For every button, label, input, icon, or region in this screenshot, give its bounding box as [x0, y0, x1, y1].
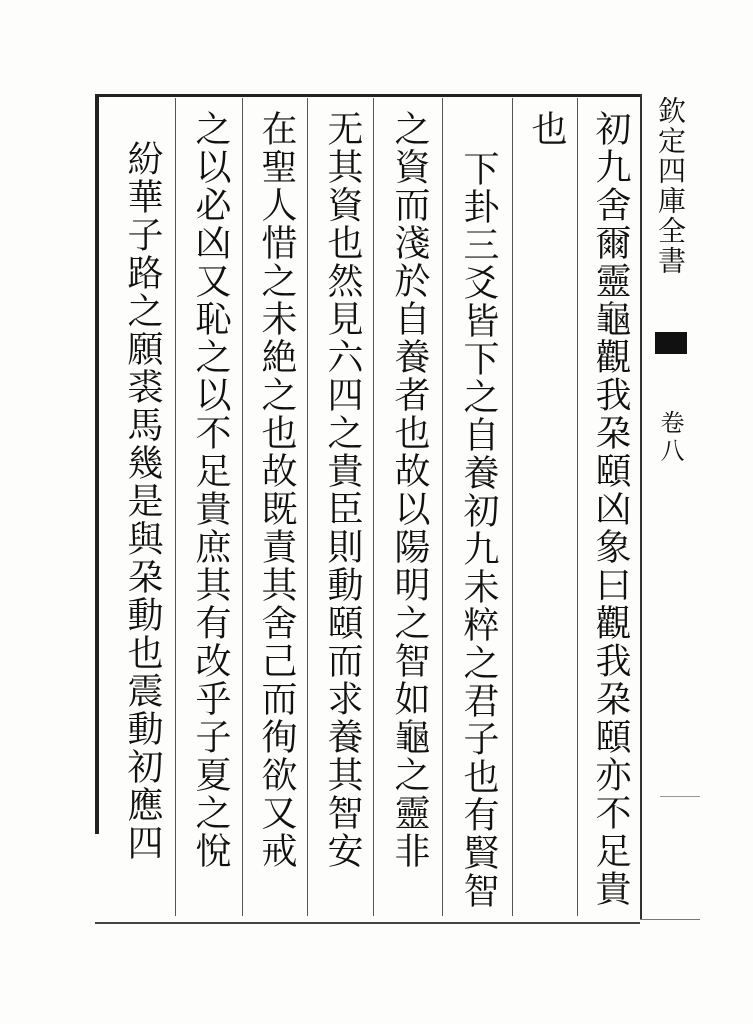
margin-rule — [660, 796, 700, 797]
margin-book-title: 欽定四庫全書 — [654, 96, 687, 276]
margin-volume-label: 卷八 — [656, 410, 684, 466]
frame-right-border — [640, 94, 642, 919]
text-column-5: 无其資也然見六四之貴臣則動頤而求養其智安 — [322, 110, 363, 870]
text-column-1: 初九舍爾靈龜觀我朶頤凶象曰觀我朶頤亦不足貴 — [590, 110, 631, 908]
margin-bottom-rule — [640, 919, 700, 920]
column-rule — [307, 98, 308, 916]
column-rule — [373, 98, 374, 916]
column-rule — [442, 98, 443, 916]
text-column-2: 也 — [526, 110, 567, 148]
text-column-8: 紛華子路之願裘馬幾是與朶動也震動初應四 — [122, 140, 163, 862]
margin-fishtail-mark — [655, 332, 687, 354]
frame-left-border — [95, 94, 99, 834]
text-column-7: 之以必凶又恥之以不足貴庶其有改乎子夏之悅 — [190, 110, 231, 870]
text-column-6: 在聖人惜之未絶之也故既責其舍己而徇欲又戒 — [256, 110, 297, 870]
column-rule — [577, 98, 578, 916]
column-rule — [512, 98, 513, 916]
column-rule — [242, 98, 243, 916]
text-column-3: 下卦三爻皆下之自養初九未粹之君子也有賢智 — [458, 150, 499, 910]
text-column-4: 之資而淺於自養者也故以陽明之智如龜之靈非 — [389, 110, 430, 870]
column-rule — [175, 98, 176, 916]
